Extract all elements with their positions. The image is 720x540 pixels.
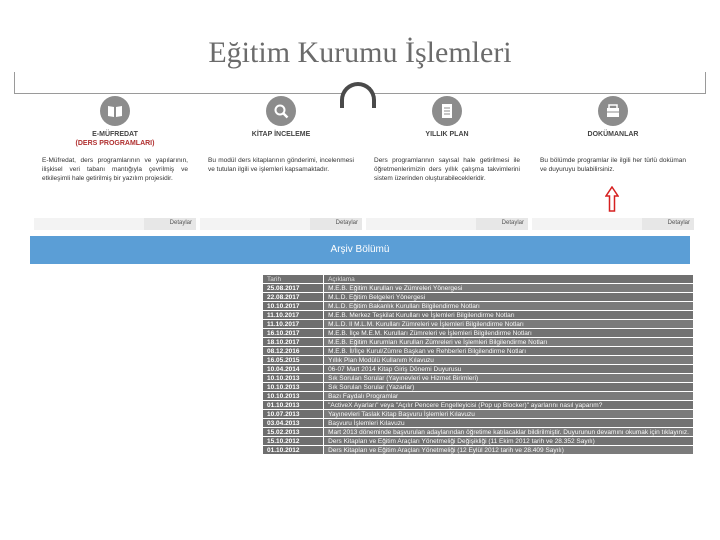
row-description-link[interactable]: M.L.D. Il M.L.M. Kurulları Zümreleri ve İşlemleri Bilgilendirme Notları xyxy=(324,320,694,329)
card-description: Bu bölümde programlar ile ilgili her türlü doküman ve duyuruyu bulabilirsiniz. xyxy=(540,157,686,173)
row-date: 10.07.2013 xyxy=(263,410,324,419)
card-title: YILLIK PLAN xyxy=(425,131,469,138)
table-row[interactable] xyxy=(263,401,694,410)
row-date: 03.04.2013 xyxy=(263,419,324,428)
row-description-link[interactable]: M.E.B. Merkez Teşkilat Kurulları ve İşlemleri Bilgilendirme Notları xyxy=(324,311,694,320)
table-row[interactable] xyxy=(263,374,694,383)
table-row[interactable] xyxy=(263,392,694,401)
row-date: 11.10.2017 xyxy=(263,320,324,329)
row-description-link[interactable]: M.L.D. Eğitim Belgeleri Yönergesi xyxy=(324,293,694,302)
details-label: Detaylar xyxy=(335,220,358,226)
row-date: 08.12.2016 xyxy=(263,347,324,356)
table-row[interactable] xyxy=(263,302,694,311)
row-description-link[interactable]: Yıllık Plan Modülü Kullanım Kılavuzu xyxy=(324,356,694,365)
table-row[interactable] xyxy=(263,293,694,302)
row-description-link[interactable]: Ders Kitapları ve Eğitim Araçları Yönetmeliği Değişikliği (11 Ekim 2012 tarih ve 28.352 Sayılı) xyxy=(324,437,694,446)
row-date: 10.10.2017 xyxy=(263,302,324,311)
card-description: Ders programlarının sayısal hale getirilmesi ile öğretmenlerimizin ders yıllık çalışma takvimlerini sistem üzerinden oluşturabilecekleridir. xyxy=(374,157,520,182)
row-date: 15.10.2012 xyxy=(263,437,324,446)
slide-title: Eğitim Kurumu İşlemleri xyxy=(208,36,512,69)
table-row[interactable] xyxy=(263,356,694,365)
archive-header xyxy=(30,236,690,264)
details-label: Detaylar xyxy=(169,220,192,226)
book-icon xyxy=(100,96,130,126)
row-date: 10.10.2013 xyxy=(263,374,324,383)
row-date: 11.10.2017 xyxy=(263,311,324,320)
row-description-link[interactable]: Sık Sorulan Sorular (Yayınevleri ve Hizmet Birimleri) xyxy=(324,374,694,383)
column-header-description: Açıklama xyxy=(324,275,694,284)
row-description-link[interactable]: 06-07 Mart 2014 Kitap Giriş Dönemi Duyurusu xyxy=(324,365,694,374)
table-header-row xyxy=(263,275,694,284)
magnifier-icon xyxy=(266,96,296,126)
table-row[interactable] xyxy=(263,329,694,338)
card-description: Bu modül ders kitaplarının gönderimi, incelenmesi ve tutulan ilgili ve işlemleri kapsamaktadır. xyxy=(208,157,354,173)
row-date: 16.10.2017 xyxy=(263,329,324,338)
row-date: 15.02.2013 xyxy=(263,428,324,437)
card-yillik-plan[interactable] xyxy=(366,96,528,230)
row-date: 22.08.2017 xyxy=(263,293,324,302)
details-strip xyxy=(532,218,642,230)
table-row[interactable] xyxy=(263,410,694,419)
card-title: DOKÜMANLAR xyxy=(587,131,639,138)
row-description-link[interactable]: Yayınevleri Taslak Kitap Başvuru İşlemleri Kılavuzu xyxy=(324,410,694,419)
card-e-mufredat[interactable] xyxy=(34,96,196,230)
row-date: 16.05.2015 xyxy=(263,356,324,365)
row-description-link[interactable]: M.E.B. İl/İlçe Kurul/Zümre Başkan ve Rehberleri Bilgilendirme Notları xyxy=(324,347,694,356)
details-button[interactable] xyxy=(200,218,362,230)
details-button[interactable] xyxy=(532,218,694,230)
frame-left-line xyxy=(14,72,15,94)
table-row[interactable] xyxy=(263,419,694,428)
table-row[interactable] xyxy=(263,446,694,455)
details-label: Detaylar xyxy=(667,220,690,226)
table-row[interactable] xyxy=(263,338,694,347)
row-date: 01.10.2013 xyxy=(263,401,324,410)
row-date: 18.10.2017 xyxy=(263,338,324,347)
row-description-link[interactable]: M.L.D. Eğitim Bakanlık Kurulları Bilgilendirme Notları xyxy=(324,302,694,311)
table-row[interactable] xyxy=(263,284,694,293)
table-row[interactable] xyxy=(263,437,694,446)
document-icon xyxy=(432,96,462,126)
details-button[interactable] xyxy=(366,218,528,230)
frame-right-line xyxy=(705,72,706,94)
card-title-line1: E-MÜFREDAT xyxy=(92,131,138,138)
row-description-link[interactable]: Ders Kitapları ve Eğitim Araçları Yönetmeliği (12 Eylül 2012 tarih ve 28.409 Sayılı) xyxy=(324,446,694,455)
details-strip xyxy=(34,218,144,230)
table-row[interactable] xyxy=(263,383,694,392)
row-description-link[interactable]: M.E.B. İlçe M.E.M. Kurulları Zümreleri ve İşlemleri Bilgilendirme Notları xyxy=(324,329,694,338)
details-label: Detaylar xyxy=(501,220,524,226)
row-date: 01.10.2012 xyxy=(263,446,324,455)
row-description-link[interactable]: M.E.B. Eğitim Kurulları ve Zümreleri Yönergesi xyxy=(324,284,694,293)
row-description-link[interactable]: "ActiveX Ayarları" veya "Açılır Pencere Engelleyicisi (Pop up Blocker)" ayarlarını nasıl yaparım? xyxy=(324,401,694,410)
arrow-up-icon xyxy=(605,186,619,212)
table-row[interactable] xyxy=(263,347,694,356)
row-date: 10.04.2014 xyxy=(263,365,324,374)
row-description-link[interactable]: Sık Sorulan Sorular (Yazarlar) xyxy=(324,383,694,392)
card-title-line2: (DERS PROGRAMLARI) xyxy=(75,140,155,147)
card-title: KİTAP İNCELEME xyxy=(251,131,311,138)
archive-title: Arşiv Bölümü xyxy=(330,244,390,255)
row-description-link[interactable]: Başvuru İşlemleri Kılavuzu xyxy=(324,419,694,428)
row-description-link[interactable]: M.E.B. Eğitim Kurumları Kurulları Zümreleri ve İşlemleri Bilgilendirme Notları xyxy=(324,338,694,347)
table-row[interactable] xyxy=(263,320,694,329)
table-row[interactable] xyxy=(263,428,694,437)
details-strip xyxy=(366,218,476,230)
table-row[interactable] xyxy=(263,365,694,374)
row-date: 10.10.2013 xyxy=(263,392,324,401)
row-date: 25.08.2017 xyxy=(263,284,324,293)
details-strip xyxy=(200,218,310,230)
table-row[interactable] xyxy=(263,311,694,320)
archive-table-body xyxy=(263,284,694,455)
archive-table xyxy=(262,274,694,455)
details-button[interactable] xyxy=(34,218,196,230)
row-description-link[interactable]: Bazı Faydalı Programlar xyxy=(324,392,694,401)
card-description: E-Müfredat, ders programlarının ve yapılarının, ilişkisel veri tabanı mantığıyla çevrilmiş ve etkileşimli hale getirilmiş bir yazılım projesidir. xyxy=(42,157,188,182)
folder-icon xyxy=(598,96,628,126)
row-date: 10.10.2013 xyxy=(263,383,324,392)
column-header-date: Tarih xyxy=(263,275,324,284)
card-kitap-inceleme[interactable] xyxy=(200,96,362,230)
row-description-link[interactable]: Mart 2013 döneminde başvurulan adaylarından öğretime katılacaklar bildirilmiştir. Duyurunun devamını okumak için tıklayınız. xyxy=(324,428,694,437)
card-title xyxy=(34,130,196,148)
